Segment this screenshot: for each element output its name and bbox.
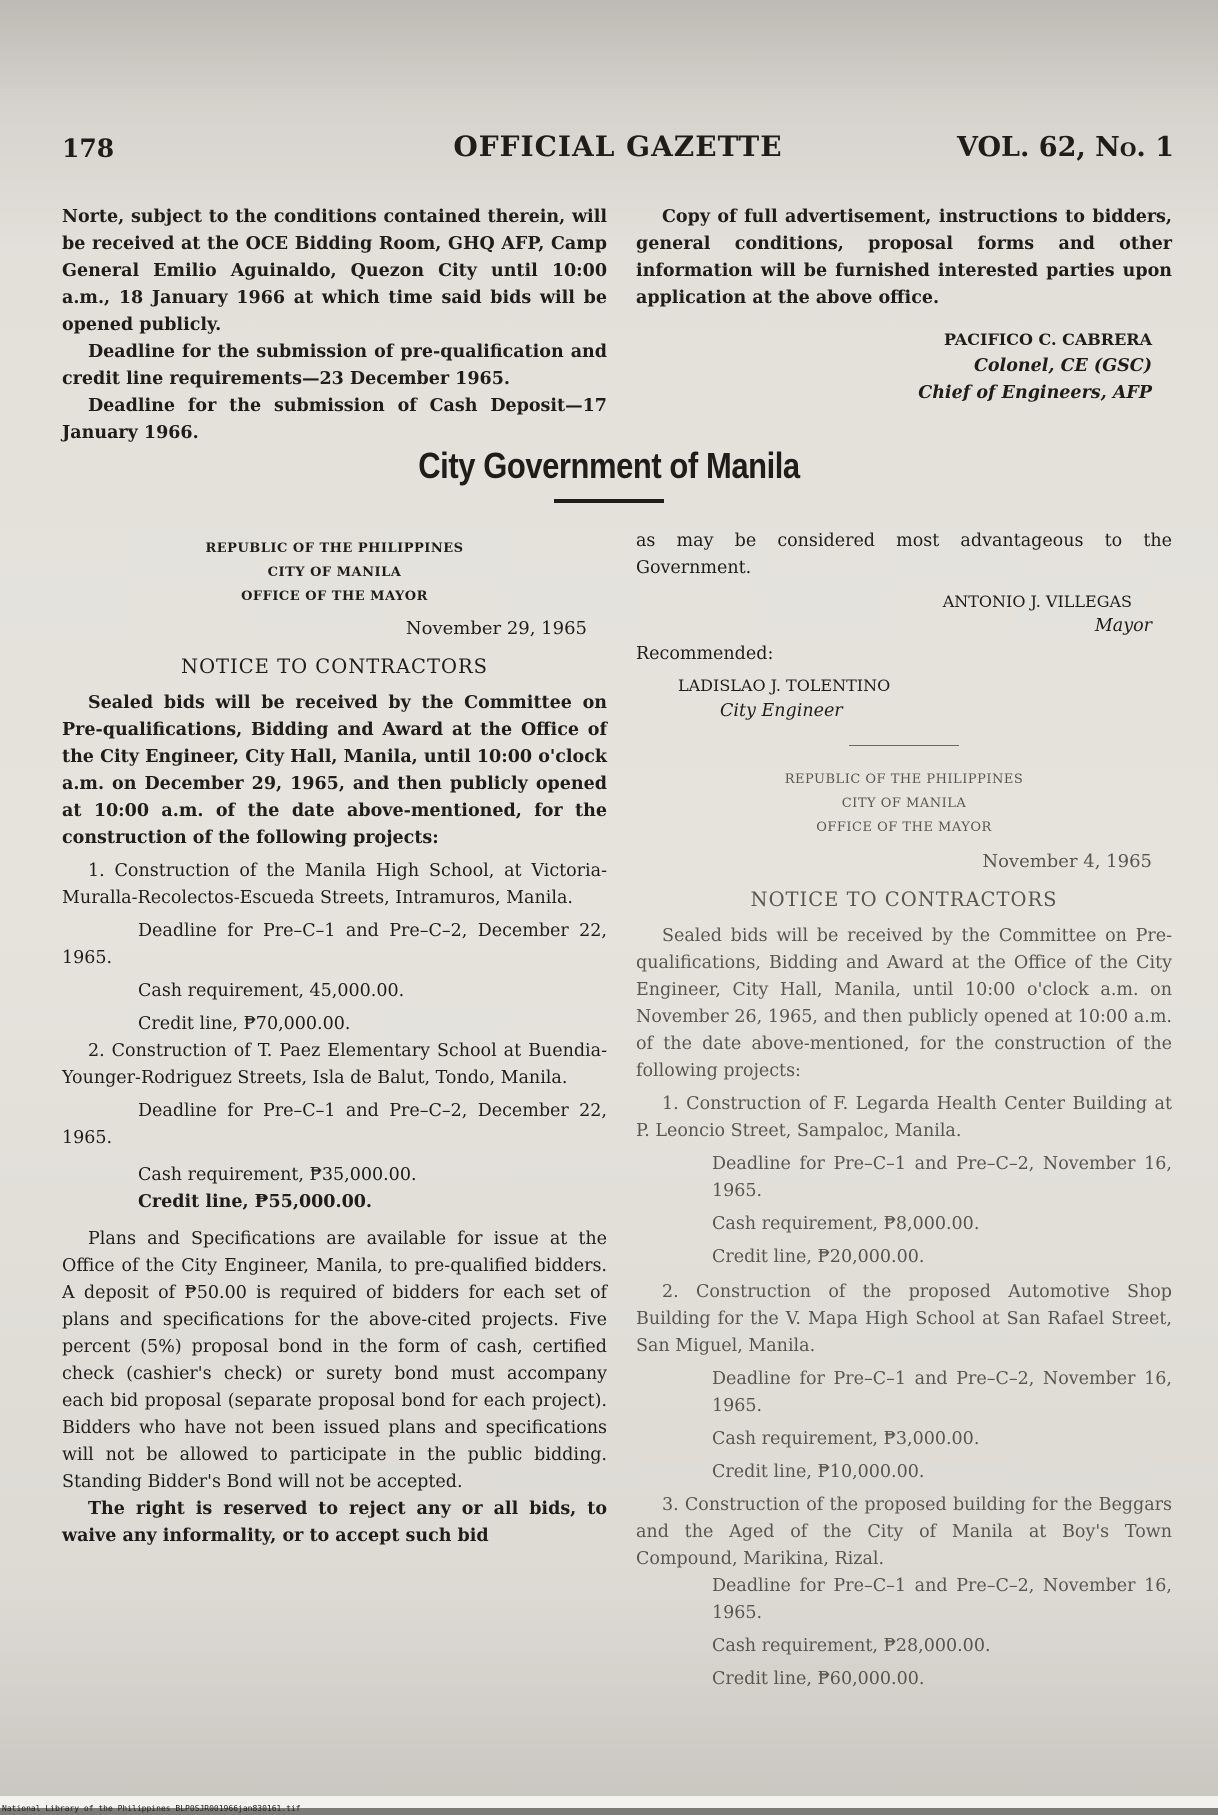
notice-date: November 29, 1965 — [405, 618, 587, 639]
mayor-title: Mayor — [1094, 616, 1152, 636]
signer-title: Chief of Engineers, AFP — [918, 383, 1152, 403]
project-2-cash: Cash requirement, ₱35,000.00. — [138, 1165, 417, 1185]
city-header: CITY OF MANILA — [841, 796, 967, 811]
notice-date: November 4, 1965 — [982, 851, 1152, 872]
mayor-name: ANTONIO J. VILLEGAS — [942, 592, 1132, 611]
title-underline — [554, 499, 664, 503]
project-3-credit: Credit line, ₱60,000.00. — [712, 1669, 925, 1689]
signer-name: PACIFICO C. CABRERA — [943, 330, 1152, 349]
project-3: 3. Construction of the proposed building for the Beggars and the Aged of the City of Manila at Boy's Town Compound, Marikina, Rizal. — [636, 1495, 1172, 1569]
project-2-cash: Cash requirement, ₱3,000.00. — [712, 1429, 980, 1449]
project-2: 2. Construction of the proposed Automotive Shop Building for the V. Mapa High School at San Rafael Street, San Miguel, Manila. — [636, 1282, 1172, 1356]
page-number: 178 — [62, 134, 115, 163]
notice-intro: Sealed bids will be received by the Committee on Pre-qualifications, Bidding and Award at the Office of the City Engineer, City Hall, Manila, until 10:00 o'clock a.m. on November 26, 1965, and then publicly opened at 10:00 a.m. of the date above-mentioned, for the construction of the following projects: — [636, 926, 1172, 1081]
scan-footer — [0, 1796, 1218, 1813]
page-header — [62, 130, 1174, 170]
notice-2 — [636, 768, 1172, 1693]
reservation-paragraph: The right is reserved to reject any or all bids, to waive any informality, or to accept such bid — [62, 1499, 607, 1546]
project-1: 1. Construction of F. Legarda Health Center Building at P. Leoncio Street, Sampaloc, Manila. — [636, 1094, 1172, 1141]
project-1-deadline: Deadline for Pre–C–1 and Pre–C–2, December 22, 1965. — [62, 921, 607, 968]
notice-title: NOTICE TO CONTRACTORS — [750, 888, 1058, 911]
project-3-cash: Cash requirement, ₱28,000.00. — [712, 1636, 991, 1656]
engineer-title: City Engineer — [720, 701, 843, 721]
plans-paragraph: Plans and Specifications are available for issue at the Office of the City Engineer, Manila, to pre-qualified bidders. A deposit of ₱50.00 is required of bidders for each set of plans and specifications for the above-cited projects. Five percent (5%) proposal bond in the form of cash, certified check (cashier's check) or surety bond must accompany each bid proposal (separate proposal bond for each project). Bidders who have not been issued plans and specifications will not be allowed to participate in the public bidding. Standing Bidder's Bond will not be accepted. — [62, 1229, 607, 1492]
project-3-deadline: Deadline for Pre–C–1 and Pre–C–2, November 16, 1965. — [712, 1576, 1172, 1623]
scan-footer-text: National Library of the Philippines BLP0SJR001966jan830161.tif — [2, 1804, 301, 1813]
notice-1-continuation: as may be considered most advantageous to the Government. — [636, 531, 1172, 578]
notice-1-column — [62, 537, 607, 1550]
cash-deposit-deadline: Deadline for the submission of Cash Deposit—17 January 1966. — [62, 396, 607, 443]
project-1: 1. Construction of the Manila High School, at Victoria-Muralla-Recolectos-Escueda Streets, Intramuros, Manila. — [62, 861, 607, 908]
publication-title: OFFICIAL GAZETTE — [453, 130, 783, 163]
project-1-credit: Credit line, ₱20,000.00. — [712, 1247, 925, 1267]
project-2-deadline: Deadline for Pre–C–1 and Pre–C–2, November 16, 1965. — [712, 1369, 1172, 1416]
project-2-deadline: Deadline for Pre–C–1 and Pre–C–2, December 22, 1965. — [62, 1101, 607, 1148]
office-header: OFFICE OF THE MAYOR — [241, 589, 428, 604]
volume-label: VOL. 62, No. 1 — [957, 132, 1174, 163]
republic-header: REPUBLIC OF THE PHILIPPINES — [205, 541, 464, 556]
notice-title: NOTICE TO CONTRACTORS — [181, 655, 488, 678]
project-2-credit: Credit line, ₱55,000.00. — [138, 1192, 373, 1212]
city-header: CITY OF MANILA — [267, 565, 402, 580]
project-1-cash: Cash requirement, ₱8,000.00. — [712, 1214, 980, 1234]
project-1-credit: Credit line, ₱70,000.00. — [138, 1014, 351, 1034]
notice-divider — [849, 745, 959, 746]
signature-block — [636, 326, 1172, 407]
notice-2-column — [636, 528, 1172, 1693]
prequal-deadline: Deadline for the submission of pre-qualification and credit line requirements—23 December 1965. — [62, 342, 607, 389]
continued-paragraph: Norte, subject to the conditions contained therein, will be received at the OCE Bidding Room, GHQ AFP, Camp General Emilio Aguinaldo, Quezon City until 10:00 a.m., 18 January 1966 at which time said bids will be opened publicly. — [62, 207, 607, 335]
project-1-cash: Cash requirement, 45,000.00. — [138, 981, 405, 1001]
top-left-column — [62, 204, 607, 447]
recommended-label: Recommended: — [636, 644, 774, 664]
project-2: 2. Construction of T. Paez Elementary School at Buendia-Younger-Rodriguez Streets, Isla de Balut, Tondo, Manila. — [62, 1041, 607, 1088]
office-header: OFFICE OF THE MAYOR — [816, 820, 992, 835]
engineer-name: LADISLAO J. TOLENTINO — [678, 676, 891, 695]
project-2-credit: Credit line, ₱10,000.00. — [712, 1462, 925, 1482]
top-right-column — [636, 204, 1172, 407]
signer-rank: Colonel, CE (GSC) — [973, 356, 1152, 376]
section-title: City Government of Manila — [336, 445, 882, 503]
advertisement-paragraph: Copy of full advertisement, instructions to bidders, general conditions, proposal forms and other information will be furnished interested parties upon application at the above office. — [636, 207, 1172, 308]
notice-intro: Sealed bids will be received by the Committee on Pre-qualifications, Bidding and Award at the Office of the City Engineer, City Hall, Manila, until 10:00 o'clock a.m. on December 29, 1965, and then publicly opened at 10:00 a.m. of the date above-mentioned, for the construction of the following projects: — [62, 693, 607, 848]
republic-header: REPUBLIC OF THE PHILIPPINES — [784, 772, 1024, 787]
project-1-deadline: Deadline for Pre–C–1 and Pre–C–2, November 16, 1965. — [712, 1154, 1172, 1201]
